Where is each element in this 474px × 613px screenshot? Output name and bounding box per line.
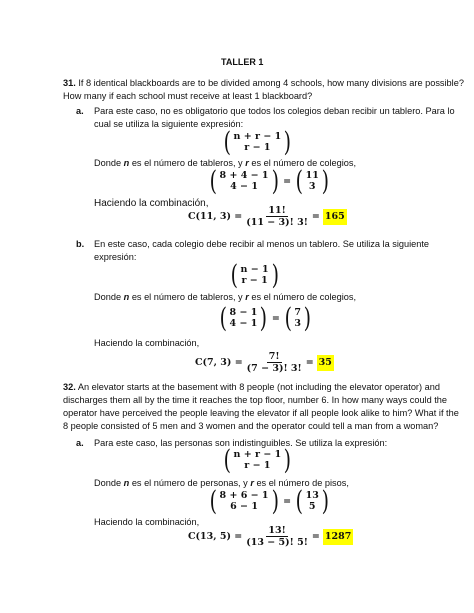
q32a-substitution: ( 8 + 6 − 1 6 − 1 ) = ( 13 5 )	[209, 486, 329, 517]
q32-line4: 8 people consisted of 5 men and 3 women and the operator could tell a man from a woman?	[63, 421, 439, 431]
q31b-combo-label: Haciendo la combinación,	[94, 338, 200, 348]
q31b-answer: 35	[317, 355, 334, 371]
q31a-combination: C(11, 3) = $\frac{11!}{(11 - 3)! 3!}$ = 165	[188, 205, 345, 229]
q32a-line1: Para este caso, las personas son indistinguibles. Se utiliza la expresión:	[94, 438, 388, 448]
q31b-line1: En este caso, cada colegio debe recibir al menos un tablero. Se utiliza la siguiente	[94, 239, 430, 249]
q31a-substitution: ( 8 + 4 − 1 4 − 1 ) = ( 11 3 )	[209, 166, 329, 197]
q31-line1	[63, 77, 464, 90]
q31-text2: How many if each school must receive at least 1 blackboard?	[63, 91, 313, 101]
q31a-where: Donde n es el número de tableros, y r es el número de colegios,	[94, 158, 357, 168]
q31a-binomial: ( n + r − 1 r − 1 )	[223, 127, 292, 158]
q32a-letter: a.	[76, 438, 84, 448]
q32a-answer: 1287	[323, 529, 353, 545]
q31b-combination: C(7, 3) = $\frac{7!}{(7 - 3)! 3!}$ = 35	[195, 351, 332, 375]
page-title: TALLER 1	[221, 57, 264, 67]
q31a-line2: cual se utiliza la siguiente expresión:	[94, 119, 244, 129]
q31-text1: If 8 identical blackboards are to be divided among 4 schools, how many divisions are possible?	[78, 78, 464, 88]
q32-line1: 32. An elevator starts at the basement with 8 people (not including the elevator operator) and	[63, 382, 440, 392]
q31b-substitution: ( 8 − 1 4 − 1 ) = ( 7 3 )	[219, 303, 311, 334]
q31b-line2: expresión:	[94, 252, 137, 262]
q31a-combo-label: Haciendo la combinación,	[94, 198, 209, 209]
q31a-letter: a.	[76, 106, 84, 116]
q32a-where: Donde n es el número de personas, y r es el número de pisos,	[94, 478, 349, 488]
q32a-combination: C(13, 5) = $\frac{13!}{(13 - 5)! 5!}$ = 1287	[188, 525, 352, 549]
q31b-where: Donde n es el número de tableros, y r es el número de colegios,	[94, 292, 357, 302]
q32-line3: operator have perceived the people leaving the elevator if all people look alike to him? What if the	[63, 408, 459, 418]
q32-line2: discharges them all by the time it reaches the top floor, number 6. In how many ways could the	[63, 395, 448, 405]
q31-number: 31.	[63, 78, 76, 88]
binom-bottom: r − 1	[244, 141, 271, 153]
q32a-combo-label: Haciendo la combinación,	[94, 517, 200, 527]
q32a-binomial: ( n + r − 1 r − 1 )	[223, 445, 292, 476]
q32-number: 32.	[63, 382, 76, 392]
q31b-binomial: ( n − 1 r − 1 )	[230, 260, 279, 291]
q31b-letter: b.	[76, 239, 85, 249]
binom-top: n + r − 1	[233, 130, 282, 142]
q31a-answer: 165	[323, 209, 347, 225]
q31a-line1: Para este caso, no es obligatorio que todos los colegios deban recibir un tablero. Para lo	[94, 106, 455, 116]
